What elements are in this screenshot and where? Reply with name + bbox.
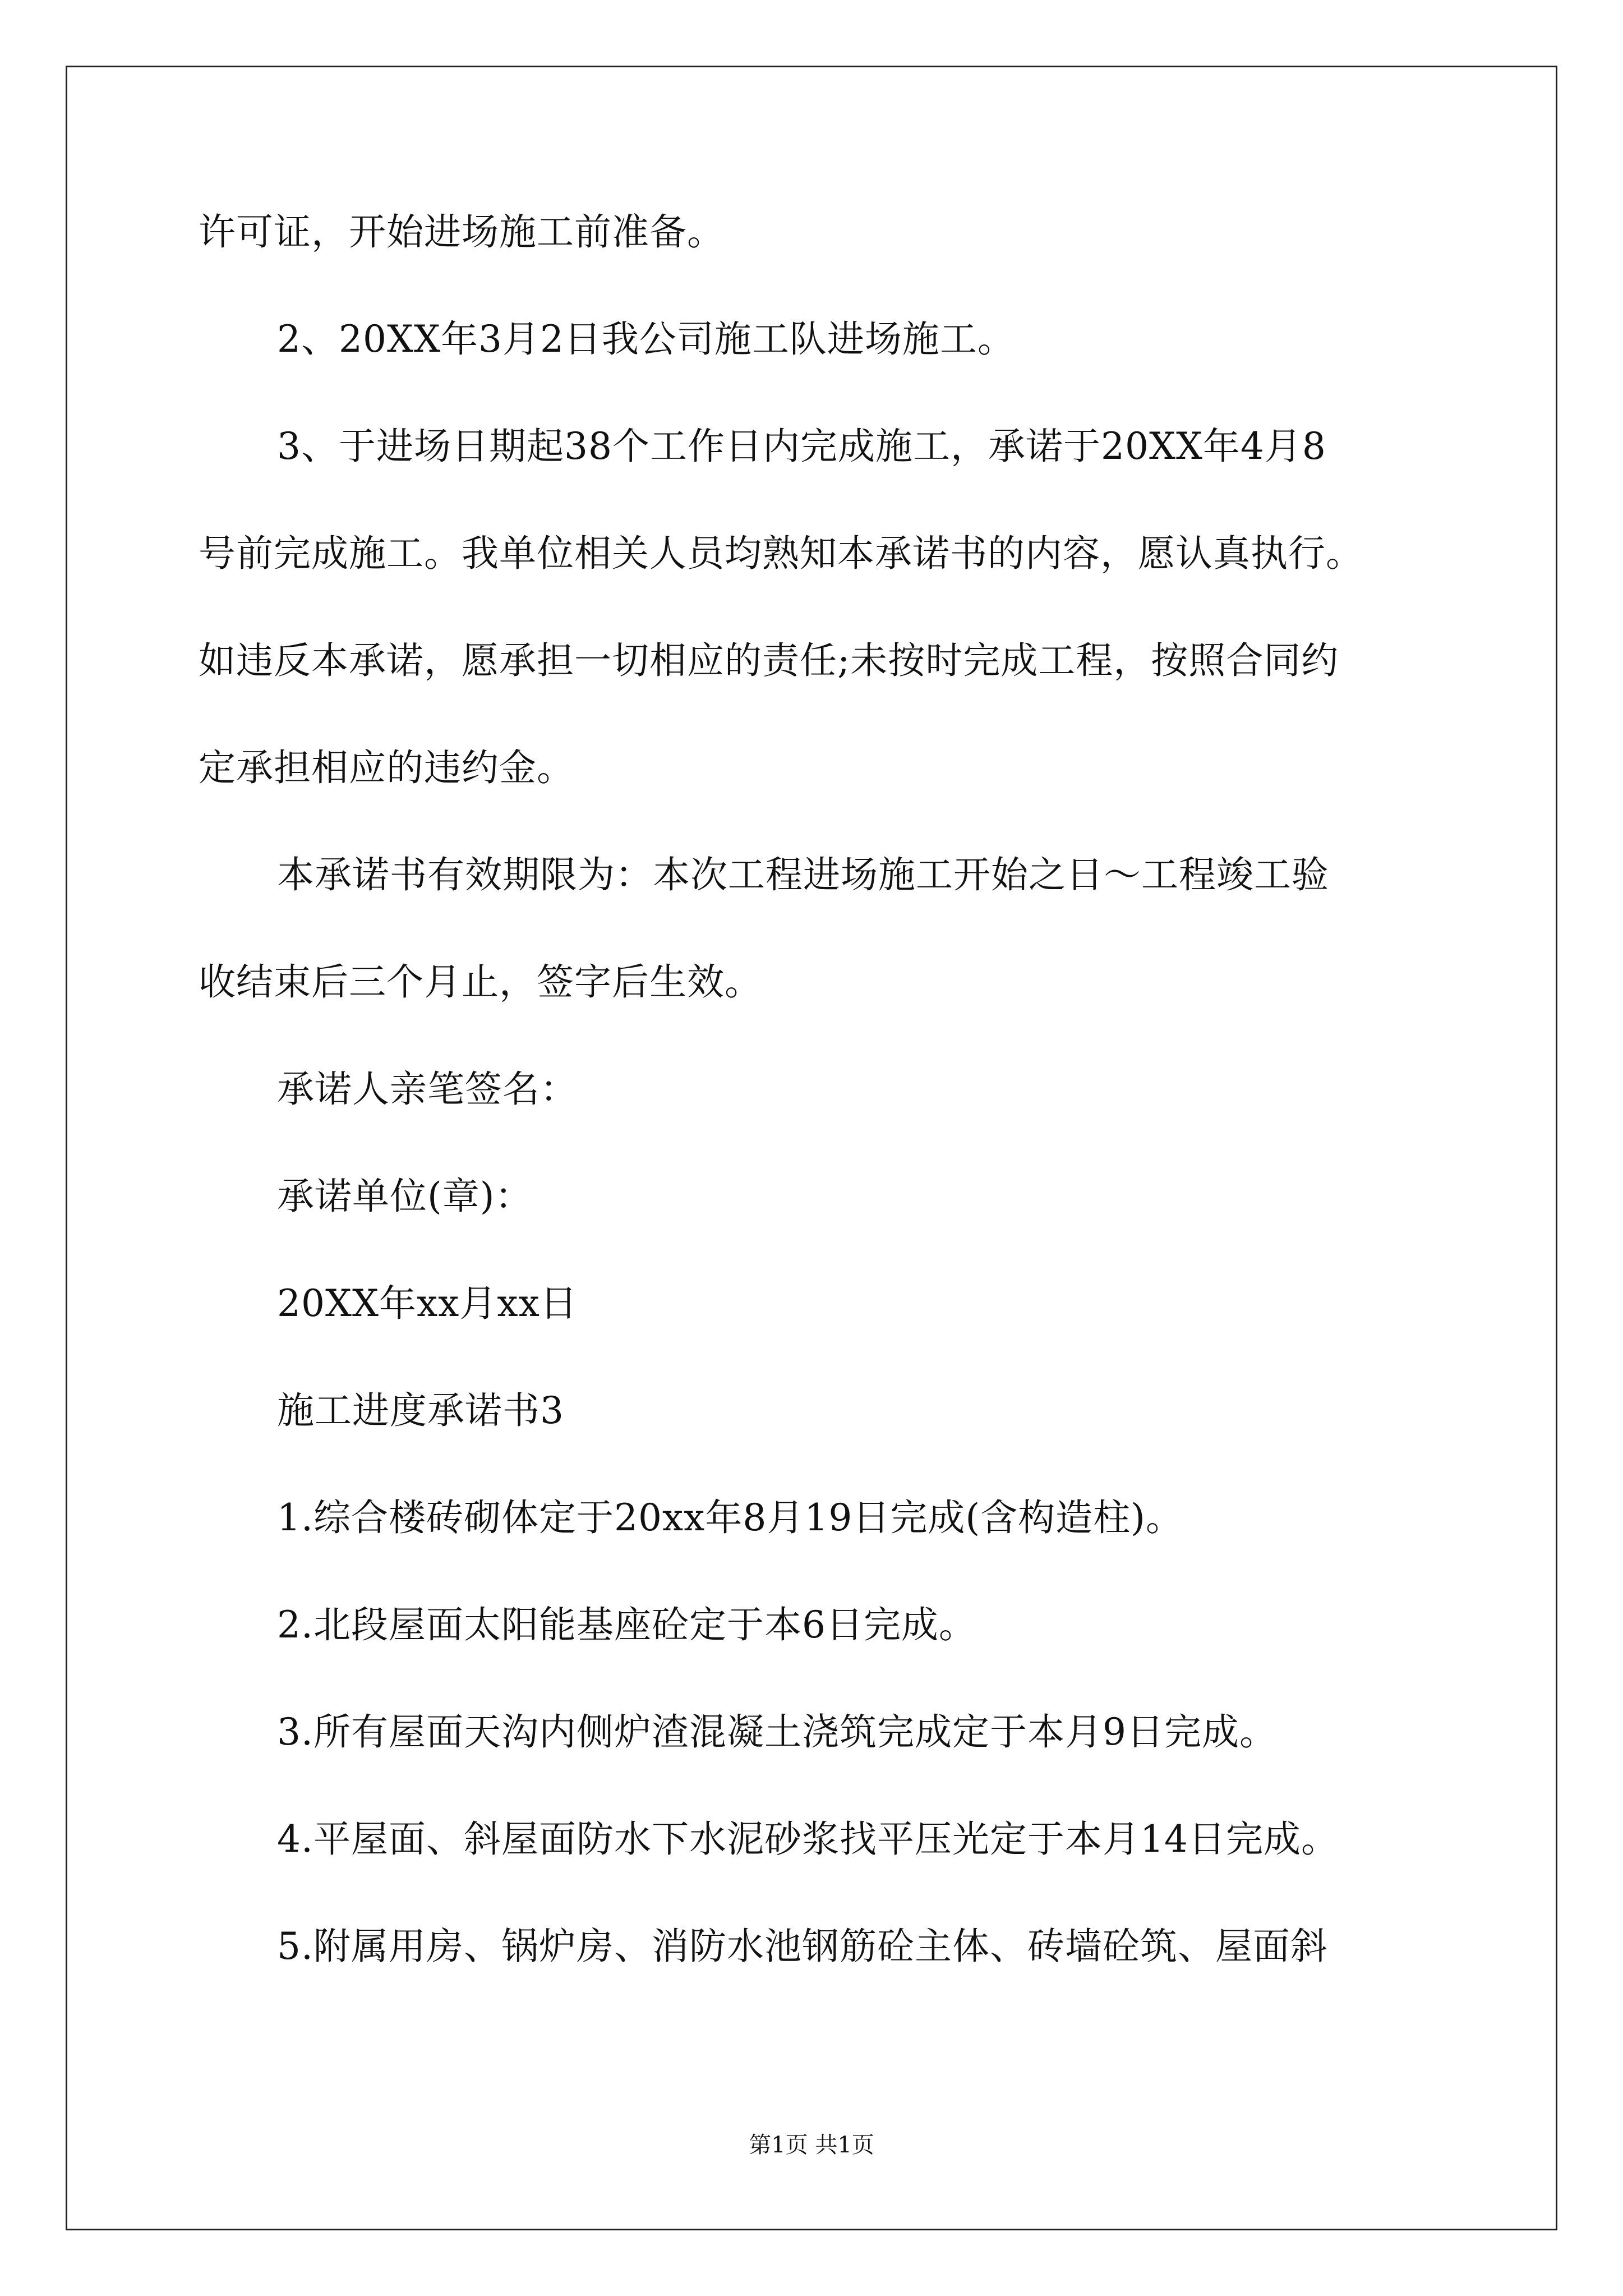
text-line: 2、20XX年3月2日我公司施工队进场施工。	[277, 318, 1015, 361]
page-number-footer: 第1页 共1页	[749, 2132, 874, 2158]
text-line: 收结束后三个月止，签字后生效。	[199, 960, 762, 1004]
signature-label: 承诺人亲笔签名：	[277, 1068, 578, 1111]
list-item: 3.所有屋面天沟内侧炉渣混凝土浇筑完成定于本月9日完成。	[277, 1710, 1277, 1754]
text-line: 号前完成施工。我单位相关人员均熟知本承诺书的内容，愿认真执行。	[199, 532, 1363, 575]
text-line: 定承担相应的违约金。	[199, 746, 574, 789]
list-item: 5.附属用房、锅炉房、消防水池钢筋砼主体、砖墙砼筑、屋面斜	[277, 1925, 1328, 1968]
text-line: 3、于进场日期起38个工作日内完成施工，承诺于20XX年4月8	[277, 425, 1326, 468]
page-border	[66, 66, 1557, 2230]
text-line: 如违反本承诺，愿承担一切相应的责任;未按时完成工程，按照合同约	[199, 639, 1339, 682]
section-title: 施工进度承诺书3	[277, 1389, 564, 1432]
text-line: 本承诺书有效期限为：本次工程进场施工开始之日～工程竣工验	[277, 853, 1329, 896]
list-item: 2.北段屋面太阳能基座砼定于本6日完成。	[277, 1603, 976, 1646]
text-line: 许可证，开始进场施工前准备。	[199, 210, 725, 254]
list-item: 4.平屋面、斜屋面防水下水泥砂浆找平压光定于本月14日完成。	[277, 1818, 1339, 1861]
date-line: 20XX年xx月xx日	[277, 1282, 578, 1325]
list-item: 1.综合楼砖砌体定于20xx年8月19日完成(含构造柱)。	[277, 1496, 1183, 1539]
seal-label: 承诺单位(章)：	[277, 1175, 533, 1218]
